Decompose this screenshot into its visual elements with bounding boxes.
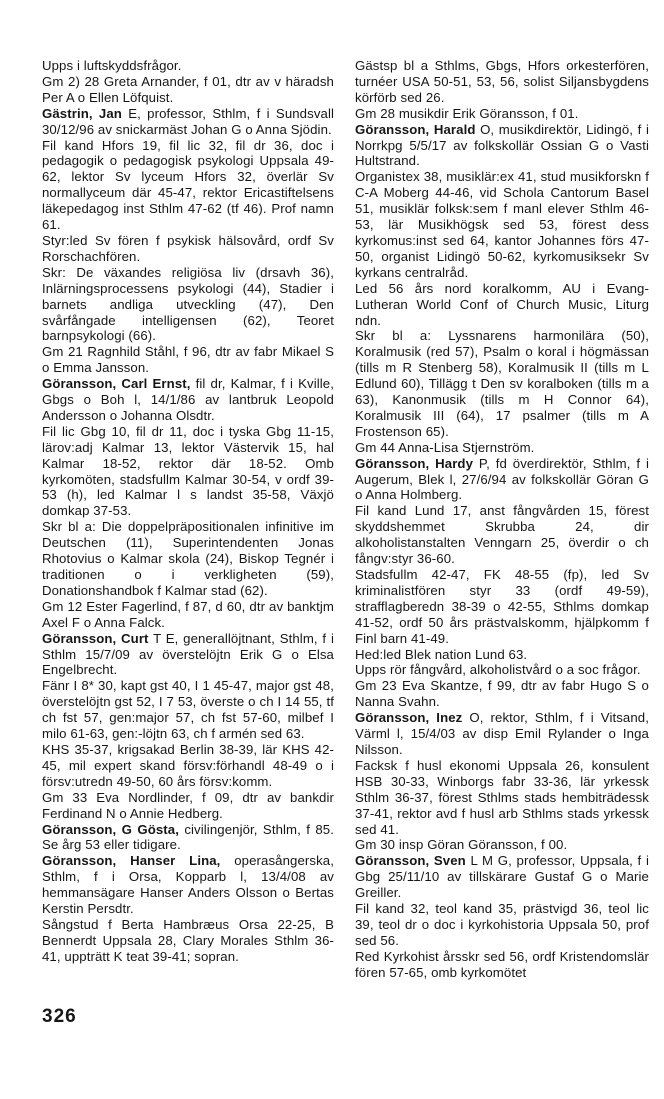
entry-text: Stadsfullm 42-47, FK 48-55 (fp), led Sv kriminalistfören styr 33 (ordf 49-59), strafflagberedn 38-39 o 42-55, Sthlms domkap 41-52, ordf 50 års prästvalskomm, hjälpkomm f Finl barn 41-49. [355,567,649,646]
entry-text: operasångerska, Sthlm, f i Orsa, Kopparb l, 13/4/08 av hemmansägare Hanser Anders Olsson o Bertas Kerstin Persdtr. [42,853,334,917]
entry-name: Göransson, Sven [355,853,466,869]
entry-name: Göransson, Curt [42,630,149,646]
entry-text: Led 56 års nord koralkomm, AU i Evang-Lutheran World Conf of Church Music, Liturg ndn. [355,280,649,328]
entry-text: Upps i luftskyddsfrågor. [42,58,182,73]
entry-text: Gm 33 Eva Nordlinder, f 09, dtr av bankdir Ferdinand N o Annie Hedberg. [42,789,334,821]
biography-entry [42,376,334,424]
biography-entry [355,853,649,901]
entry-paragraph [355,758,649,838]
entry-paragraph [355,328,649,439]
entry-text: Red Kyrkohist årsskr sed 56, ordf Kristendomslär fören 57-65, omb kyrkomötet [355,948,649,980]
entry-text: O, rektor, Sthlm, f i Vitsand, Värml l, 15/4/03 av disp Emil Rylander o Inga Nilsson. [355,710,649,757]
entry-name: Göransson, Inez [355,710,463,726]
entry-name: Göransson, Carl Ernst, [42,376,191,392]
entry-text: Skr bl a: Die doppelpräpositionalen infinitive im Deutschen (11), Superintendenten Jonas Rhotovius o Kalmar skola (24), Biskop Tegnér i traditionen o i verkligheten (59), Donationshandbok f Kalmar stad (62). [42,519,334,598]
entry-text: L M G, professor, Uppsala, f i Gbg 25/11/10 av tillskärare Gustaf G o Marie Greiller. [355,853,649,901]
entry-text: Fänr I 8* 30, kapt gst 40, I 1 45-47, major gst 48, överstelöjtn gst 52, I 7 53, överste o ch I 14 55, tf ch fst 57, gen:major 57, ch fst 57-60, milbef I milo 61-63, gen:-löjtn 63, ch f armén sed 63. [42,678,334,742]
entry-text: P, fd överdirektör, Sthlm, f i Augerum, Blek l, 27/6/94 av folkskollär Göran G o Anna Holmberg. [355,455,650,503]
entry-paragraph [42,233,334,265]
entry-text: Fil kand 32, teol kand 35, prästvigd 36, teol lic 39, teol dr o doc i kyrkohistoria Uppsala 50, prof sed 56. [355,901,649,948]
entry-paragraph [42,74,334,106]
entry-text: E, professor, Sthlm, f i Sundsvall 30/12/96 av snickarmäst Johan G o Anna Sjödin. [42,105,335,137]
entry-text: Skr bl a: Lyssnarens harmonilära (50), Koralmusik (red 57), Psalm o koral i högmässan (tills m R Stenberg 58), Koralmusik II (tills m L Edlund 60), Tillägg t Den sv koralboken (tills m a 63), Kanonmusik (tills m H Connor 64), Koralmusik III (64), 17 psalmer (tills m A Frostenson 65). [355,328,649,439]
entry-text: Fil lic Gbg 10, fil dr 11, doc i tyska Gbg 11-15, lärov:adj Kalmar 13, lektor Västervik 15, hal Kalmar 18-52, rektor där 18-52. Omb kyrkomöten, stadsfullm Kalmar 30-54, v ordf 39-53 (h), led Kalmar l s landst 35-58, Växjö domkap 37-53. [42,423,334,519]
entry-paragraph [355,662,649,678]
entry-paragraph [42,917,334,965]
entry-text: Upps rör fångvård, alkoholistvård o a soc frågor. [355,662,641,678]
entry-paragraph [355,837,649,853]
entry-text: Facksk f husl ekonomi Uppsala 26, konsulent HSB 30-33, Winborgs fabr 33-36, lär yrkessk Sthlm 36-37, förest Sthlms stads hembiträdessk 37-41, rektor avd f husl arb Sthlms stads yrkessk sed 41. [355,757,649,837]
entry-paragraph [355,901,649,949]
entry-paragraph [355,281,649,329]
entry-text: T E, generallöjtnant, Sthlm, f i Sthlm 15/7/09 av överstelöjtn Erik G o Elsa Engelbrecht. [42,630,334,678]
entry-text: Gm 2) 28 Greta Arnander, f 01, dtr av v häradsh Per A o Ellen Löfquist. [42,73,334,105]
entry-paragraph [42,742,334,790]
entry-text: Gm 23 Eva Skantze, f 99, dtr av fabr Hugo S o Nanna Svahn. [355,678,649,710]
entry-text: O, musikdirektör, Lidingö, f i Norrkpg 5/5/17 av folkskollär Ossian G o Vasti Hultstrand. [355,121,649,169]
entry-text: Organistex 38, musiklär:ex 41, stud musikforskn f C-A Moberg 44-46, vid Schola Cantorum Basel 51, musiklär folksk:sem f manl elever Sthlm 46-53, lär Musikhögsk sed 53, förest dess kyrkomus:inst sed 64, kantor Johannes förs 47-50, organist Lidingö 50-62, kyrkomusiksekr Sv kyrkans centralråd. [355,169,649,280]
entry-name: Göransson, G Gösta, [42,821,179,837]
entry-text: Gm 21 Ragnhild Ståhl, f 96, dtr av fabr Mikael S o Emma Jansson. [42,344,334,376]
right-column [355,58,649,981]
entry-paragraph [42,344,334,376]
entry-text: Hed:led Blek nation Lund 63. [355,646,528,662]
entry-paragraph [355,647,649,663]
entry-name: Göransson, Harald [355,121,476,137]
entry-text: Gästsp bl a Sthlms, Gbgs, Hfors orkesterfören, turnéer USA 50-51, 53, 56, solist Siljansbygdens körförb sed 26. [355,58,649,105]
entry-paragraph [355,503,649,567]
entry-paragraph [42,265,334,345]
biography-entry [42,631,334,679]
left-column [42,58,334,965]
entry-paragraph [42,58,334,74]
entry-text: Gm 28 musikdir Erik Göransson, f 01. [355,105,579,121]
biography-entry [355,456,649,504]
entry-paragraph [42,424,334,519]
entry-text: Styr:led Sv fören f psykisk hälsovård, ordf Sv Rorschachfören. [42,232,334,264]
entry-text: KHS 35-37, krigsakad Berlin 38-39, lär KHS 42-45, mil expert skand försv:förhandl 48-49 o i försv:utredn 49-50, 60 års försv:komm. [42,741,334,789]
entry-name: Gästrin, Jan [42,105,122,121]
entry-paragraph [355,440,649,456]
entry-text: Gm 30 insp Göran Göransson, f 00. [355,837,568,853]
entry-paragraph [42,599,334,631]
entry-paragraph [355,949,649,981]
biography-entry [42,106,334,138]
biography-entry [355,122,649,170]
entry-name: Göransson, Hanser Lina, [42,853,221,869]
entry-text: Gm 12 Ester Fagerlind, f 87, d 60, dtr av banktjm Axel F o Anna Falck. [42,598,334,630]
entry-paragraph [42,138,334,233]
biography-entry [42,822,334,854]
entry-name: Göransson, Hardy [355,455,474,471]
entry-paragraph [42,519,334,599]
entry-text: civilingenjör, Sthlm, f 85. Se årg 53 eller tidigare. [42,821,334,853]
entry-paragraph [355,58,649,106]
entry-text: Gm 44 Anna-Lisa Stjernström. [355,439,535,455]
entry-paragraph [42,678,334,742]
entry-paragraph [355,678,649,710]
entry-text: Sångstud f Berta Hambræus Orsa 22-25, B Bennerdt Uppsala 28, Clary Morales Sthlm 36-41, uppträtt K teat 39-41; sopran. [42,916,334,964]
entry-paragraph [42,790,334,822]
biography-entry [42,853,334,917]
entry-paragraph [355,169,649,280]
entry-text: fil dr, Kalmar, f i Kville, Gbgs o Boh l, 14/1/86 av lantbruk Leopold Andersson o Johanna Olsdtr. [42,376,334,423]
entry-paragraph [355,106,649,122]
page-number: 326 [42,1006,77,1027]
entry-text: Fil kand Hfors 19, fil lic 32, fil dr 36, doc i pedagogik o pedagogisk psykologi Uppsala 49-62, lektor Sv lyceum Hfors 32, överlär Sv normallyceum där 45-47, rektor Ericastiftelsens läkepedagog inst Sthlm 47-62 (tf 46). Prof namn 61. [42,137,334,233]
entry-text: Skr: De växandes religiösa liv (drsavh 36), Inlärningsprocessens psykologi (44), Stadier i barnets andliga utveckling (47), Den svårfångade intelligensen (62), Teoret barnpsykologi (66). [42,264,334,344]
biography-entry [355,710,649,758]
entry-text: Fil kand Lund 17, anst fångvården 15, förest skyddshemmet Skrubba 24, dir alkoholistanstalten Venngarn 25, överdir o ch fångv:styr 36-60. [355,503,649,567]
entry-paragraph [355,567,649,647]
